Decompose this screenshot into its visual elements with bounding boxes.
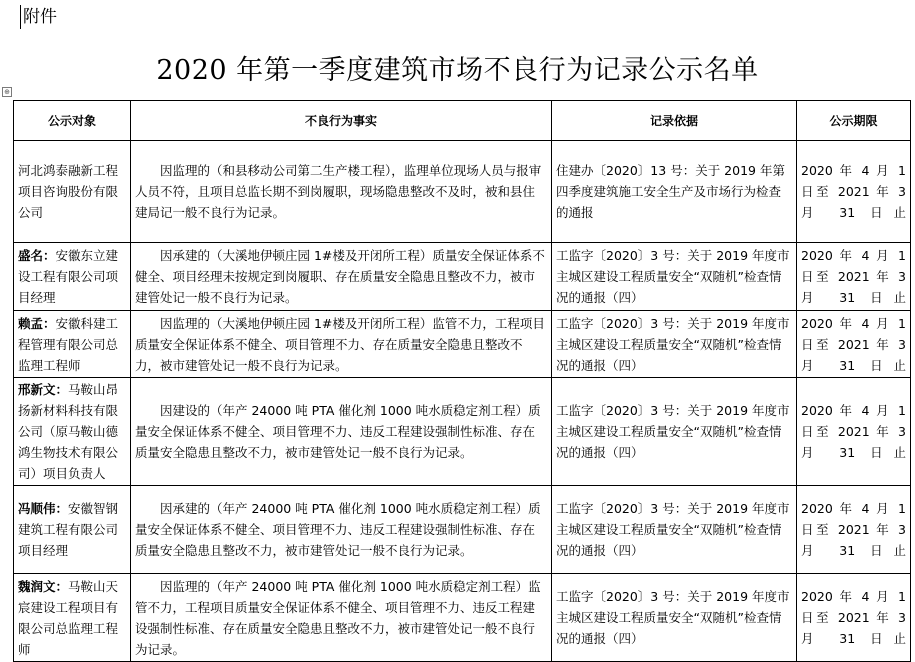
table-move-handle-icon[interactable]: ⊕ bbox=[2, 87, 12, 97]
row-basis: 工监字〔2020〕3 号：关于 2019 年度市主城区建设工程质量安全“双随机”检查情况的通报（四） bbox=[552, 574, 797, 662]
row-period: 2020 年 4 月 1 日至 2021 年 3 月 31 日止 bbox=[797, 486, 911, 574]
person-name: 盛名： bbox=[18, 248, 56, 263]
header-facts: 不良行为事实 bbox=[131, 101, 552, 141]
row-subject bbox=[14, 141, 131, 243]
row-subject bbox=[14, 311, 131, 378]
row-facts: 因监理的（大溪地伊顿庄园 1#楼及开闭所工程）监管不力，工程项目质量安全保证体系不健全、项目管理不力、存在质量安全隐患且整改不力，被市建管处记一般不良行为记录。 bbox=[131, 311, 552, 378]
row-period: 2020 年 4 月 1 日至 2021 年 3 月 31 日止 bbox=[797, 378, 911, 486]
table-row bbox=[14, 486, 911, 574]
row-facts: 因监理的（年产 24000 吨 PTA 催化剂 1000 吨水质稳定剂工程）监管不力，工程项目质量安全保证体系不健全、项目管理不力、违反工程建设强制性标准、存在质量安全隐患且整改不力，被市建管处记一般不良行为记录。 bbox=[131, 574, 552, 662]
row-basis: 工监字〔2020〕3 号：关于 2019 年度市主城区建设工程质量安全“双随机”检查情况的通报（四） bbox=[552, 243, 797, 311]
bad-behavior-table bbox=[13, 100, 911, 662]
table-header-row bbox=[14, 101, 911, 141]
header-period: 公示期限 bbox=[797, 101, 911, 141]
row-basis: 住建办〔2020〕13 号：关于 2019 年第四季度建筑施工安全生产及市场行为检查的通报 bbox=[552, 141, 797, 243]
header-basis: 记录依据 bbox=[552, 101, 797, 141]
person-name: 冯顺伟： bbox=[18, 501, 69, 516]
person-name: 魏润文： bbox=[18, 578, 69, 594]
row-facts: 因监理的（和县移动公司第二生产楼工程），监理单位现场人员与报审人员不符，且项目总监长期不到岗履职，现场隐患整改不及时，被和县住建局记一般不良行为记录。 bbox=[131, 141, 552, 243]
subject-text: 安徽科建工程管理有限公司总监理工程师 bbox=[18, 315, 119, 373]
row-facts: 因建设的（年产 24000 吨 PTA 催化剂 1000 吨水质稳定剂工程）质量安全保证体系不健全、项目管理不力、违反工程建设强制性标准、存在质量安全隐患且整改不力，被市建管处记一般不良行为记录。 bbox=[131, 378, 552, 486]
text-cursor bbox=[20, 5, 21, 29]
row-subject bbox=[14, 378, 131, 486]
subject-text: 马鞍山昂扬新材料科技有限公司（原马鞍山德鸿生物技术有限公司）项目负责人 bbox=[18, 382, 119, 481]
row-period: 2020 年 4 月 1 日至 2021 年 3 月 31 日止 bbox=[797, 243, 911, 311]
table-row bbox=[14, 243, 911, 311]
table-row bbox=[14, 311, 911, 378]
row-subject bbox=[14, 486, 131, 574]
row-basis: 工监字〔2020〕3 号：关于 2019 年度市主城区建设工程质量安全“双随机”检查情况的通报（四） bbox=[552, 486, 797, 574]
table-row bbox=[14, 378, 911, 486]
row-basis: 工监字〔2020〕3 号：关于 2019 年度市主城区建设工程质量安全“双随机”检查情况的通报（四） bbox=[552, 311, 797, 378]
row-period: 2020 年 4 月 1 日至 2021 年 3 月 31 日止 bbox=[797, 574, 911, 662]
row-subject bbox=[14, 243, 131, 311]
subject-text: 安徽智钢建筑工程有限公司项目经理 bbox=[18, 501, 119, 558]
subject-text: 河北鸿泰融新工程项目咨询股份有限公司 bbox=[18, 163, 119, 220]
row-subject bbox=[14, 574, 131, 662]
row-basis: 工监字〔2020〕3 号：关于 2019 年度市主城区建设工程质量安全“双随机”检查情况的通报（四） bbox=[552, 378, 797, 486]
subject-text: 安徽东立建设工程有限公司项目经理 bbox=[18, 248, 119, 305]
row-period: 2020 年 4 月 1 日至 2021 年 3 月 31 日止 bbox=[797, 141, 911, 243]
table-row bbox=[14, 141, 911, 243]
person-name: 赖孟： bbox=[18, 315, 56, 331]
row-period: 2020 年 4 月 1 日至 2021 年 3 月 31 日止 bbox=[797, 311, 911, 378]
table-row bbox=[14, 574, 911, 662]
subject-text: 马鞍山天宸建设工程项目有限公司总监理工程师 bbox=[18, 578, 119, 657]
header-subject: 公示对象 bbox=[14, 101, 131, 141]
attachment-label: 附件 bbox=[23, 7, 57, 27]
person-name: 邢新文： bbox=[18, 382, 69, 397]
row-facts: 因承建的（年产 24000 吨 PTA 催化剂 1000 吨水质稳定剂工程）质量安全保证体系不健全、项目管理不力、违反工程建设强制性标准、存在质量安全隐患且整改不力，被市建管处记一般不良行为记录。 bbox=[131, 486, 552, 574]
document-title: 2020 年第一季度建筑市场不良行为记录公示名单 bbox=[156, 55, 759, 86]
row-facts: 因承建的（大溪地伊顿庄园 1#楼及开闭所工程）质量安全保证体系不健全、项目经理未按规定到岗履职、存在质量安全隐患且整改不力，被市建管处记一般不良行为记录。 bbox=[131, 243, 552, 311]
